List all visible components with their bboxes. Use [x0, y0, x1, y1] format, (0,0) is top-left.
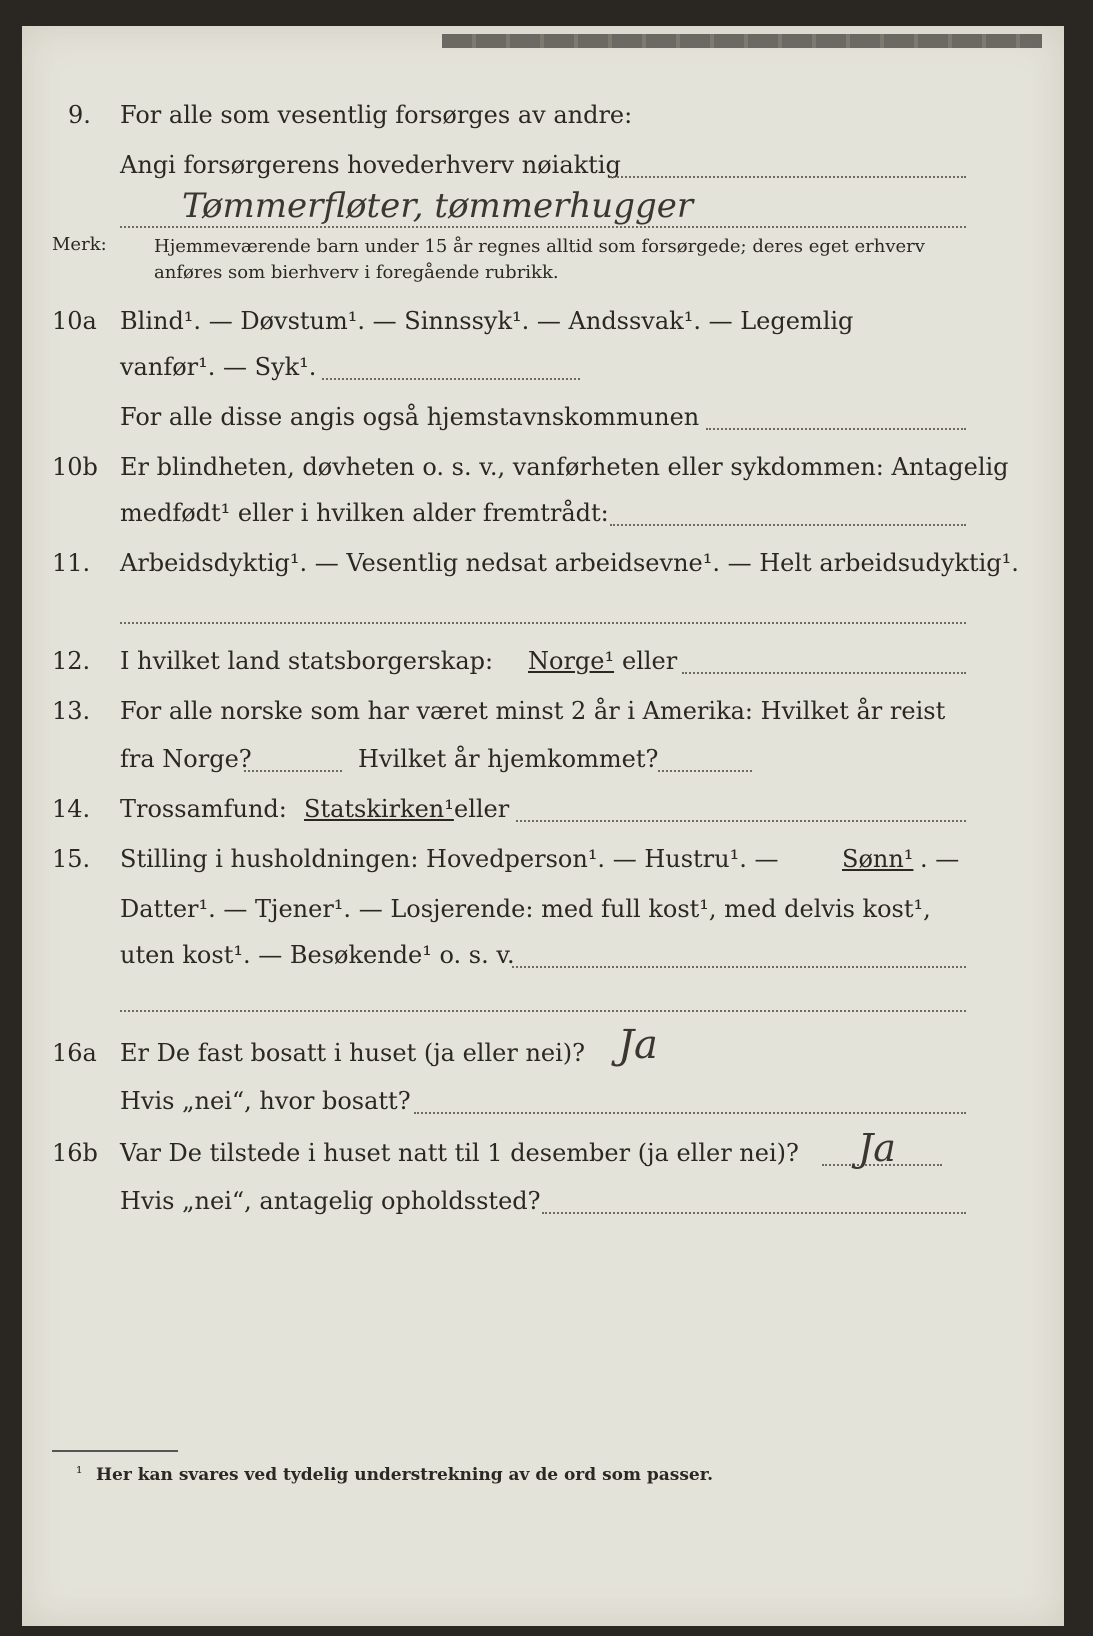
q13-dotted-line-a [244, 770, 342, 772]
q16b-handwritten-answer: Ja [858, 1126, 896, 1170]
q16b-line1: Var De tilstede i huset natt til 1 desember (ja eller nei)? [120, 1139, 799, 1167]
q13-line2b: Hvilket år hjemkommet? [358, 745, 659, 773]
q11-number: 11. [52, 549, 91, 577]
q16a-handwritten-answer: Ja [618, 1022, 658, 1068]
footnote-rule [52, 1450, 178, 1452]
q10b-line1: Er blindheten, døvheten o. s. v., vanførheten eller sykdommen: Antagelig [120, 453, 1009, 481]
q16a-number: 16a [52, 1039, 97, 1067]
q15-line1c: . — [920, 845, 960, 873]
q11-dotted-line [120, 622, 966, 624]
q16b-line2: Hvis „nei“, antagelig opholdssted? [120, 1187, 541, 1215]
q12-number: 12. [52, 647, 91, 675]
q10a-line2: vanfør¹. — Syk¹. [120, 353, 317, 381]
q13-line1: For alle norske som har været minst 2 år i Amerika: Hvilket år reist [120, 697, 946, 725]
q15-line2: Datter¹. — Tjener¹. — Losjerende: med full kost¹, med delvis kost¹, [120, 895, 931, 923]
form-page [22, 26, 1064, 1626]
q10b-number: 10b [52, 453, 98, 481]
q9-line2: Angi forsørgerens hovederhverv nøiaktig [120, 151, 621, 179]
footnote-text: Her kan svares ved tydelig understrekning av de ord som passer. [96, 1465, 714, 1485]
q13-line2a: fra Norge? [120, 745, 252, 773]
q16b-dotted-line2 [542, 1212, 966, 1214]
q14-statskirken: Statskirken¹ [304, 795, 454, 823]
q9-dotted-line [610, 176, 966, 178]
q13-dotted-line-b [658, 770, 752, 772]
footnote-mark: ¹ [76, 1463, 83, 1482]
merk-label: Merk: [52, 234, 107, 255]
q12-dotted-line [682, 672, 966, 674]
q12-text: I hvilket land statsborgerskap: [120, 647, 494, 675]
q13-number: 13. [52, 697, 91, 725]
merk-line1: Hjemmeværende barn under 15 år regnes alltid som forsørgede; deres eget erhverv [154, 236, 925, 257]
q12-eller: eller [622, 647, 678, 675]
merk-line2: anføres som bierhverv i foregående rubrikk. [154, 262, 559, 283]
q9-answer-line [120, 226, 966, 228]
q12-norge: Norge¹ [528, 647, 615, 675]
q16a-dotted-line [414, 1112, 966, 1114]
q9-handwritten-answer: Tømmerfløter, tømmerhugger [182, 186, 694, 226]
q15-number: 15. [52, 845, 91, 873]
q10a-dotted-line2 [706, 428, 966, 430]
scan-edge [442, 34, 1042, 48]
q9-line1: For alle som vesentlig forsørges av andre: [120, 101, 633, 129]
q14-text: Trossamfund: [120, 795, 287, 823]
q10a-line1: Blind¹. — Døvstum¹. — Sinnssyk¹. — Andssvak¹. — Legemlig [120, 307, 854, 335]
q16a-line1: Er De fast bosatt i huset (ja eller nei)? [120, 1039, 586, 1067]
q16b-number: 16b [52, 1139, 98, 1167]
q14-number: 14. [52, 795, 91, 823]
q15-dotted-line2 [120, 1010, 966, 1012]
q15-line1a: Stilling i husholdningen: Hovedperson¹. — Hustru¹. — [120, 845, 779, 873]
q11-line1: Arbeidsdyktig¹. — Vesentlig nedsat arbeidsevne¹. — Helt arbeidsudyktig¹. [120, 549, 1019, 577]
q15-dotted-line [512, 966, 966, 968]
q10b-line2: medfødt¹ eller i hvilken alder fremtrådt: [120, 499, 609, 527]
q15-sonn: Sønn¹ [842, 845, 914, 873]
q14-dotted-line [516, 820, 966, 822]
q16a-line2: Hvis „nei“, hvor bosatt? [120, 1087, 411, 1115]
q10a-dotted-line [322, 378, 580, 380]
q10a-number: 10a [52, 307, 97, 335]
q10a-line3: For alle disse angis også hjemstavnskommunen [120, 403, 700, 431]
q14-eller: eller [454, 795, 510, 823]
q9-number: 9. [68, 101, 91, 129]
q15-line3: uten kost¹. — Besøkende¹ o. s. v. [120, 941, 515, 969]
q10b-dotted-line [610, 524, 966, 526]
